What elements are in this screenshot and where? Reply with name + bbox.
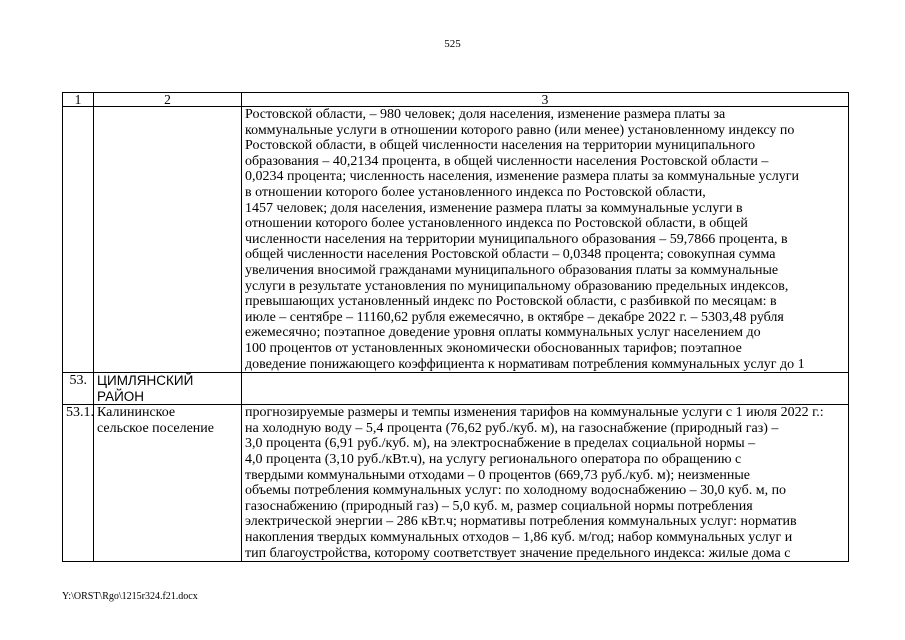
footer-file-path: Y:\ORST\Rgo\1215r324.f21.docx bbox=[62, 591, 198, 602]
text-line: твердыми коммунальными отходами – 0 процентов (669,73 руб./куб. м); неизменные bbox=[245, 467, 750, 483]
row-text-cell bbox=[242, 107, 849, 373]
settlement-name bbox=[94, 405, 242, 562]
settlement-text-cell bbox=[242, 405, 849, 562]
text-line: прогнозируемые размеры и темпы изменения тарифов на коммунальные услуги с 1 июля 2022 г.: bbox=[245, 405, 824, 421]
district-number: 53. bbox=[63, 373, 94, 405]
text-line: Ростовской области, – 980 человек; доля населения, изменение размера платы за bbox=[245, 107, 726, 122]
document-table bbox=[62, 92, 849, 562]
text-line: на холодную воду – 5,4 процента (76,62 руб./куб. м), на газоснабжение (природный газ) – bbox=[245, 420, 779, 436]
header-col-3: 3 bbox=[242, 93, 849, 107]
text-line: 4,0 процента (3,10 руб./кВт.ч), на услугу регионального оператора по обращению с bbox=[245, 452, 742, 468]
text-line: тип благоустройства, которому соответствует значение предельного индекса: жилые дома с bbox=[245, 545, 791, 561]
district-name bbox=[94, 373, 242, 405]
text-line: накопления твердых коммунальных отходов – 1,86 куб. м/год; набор коммунальных услуг и bbox=[245, 530, 793, 546]
settlement-name-line: Калининское bbox=[97, 405, 176, 421]
text-line: услуги в результате установления по муниципальному образованию предельных индексов, bbox=[245, 278, 789, 294]
district-name-line: РАЙОН bbox=[97, 388, 145, 404]
text-line: отношении которого более установленного индекса по Ростовской области, в общей bbox=[245, 216, 748, 232]
header-col-2: 2 bbox=[94, 93, 242, 107]
text-line: в отношении которого более установленного индекса по Ростовской области, bbox=[245, 184, 706, 200]
text-line: увеличения вносимой гражданами муниципального образования платы за коммунальные bbox=[245, 262, 779, 278]
text-line: электрической энергии – 286 кВт.ч; нормативы потребления коммунальных услуг: норматив bbox=[245, 514, 797, 530]
text-line: 0,0234 процента; численность населения, изменение размера платы за коммунальные услуги bbox=[245, 169, 800, 185]
text-line: 100 процентов от установленных экономически обоснованных тарифов; поэтапное bbox=[245, 340, 742, 356]
district-text-cell bbox=[242, 373, 849, 405]
table-row-continuation bbox=[63, 107, 849, 373]
row-name-cell bbox=[94, 107, 242, 373]
table-row-settlement bbox=[63, 405, 849, 562]
row-number-cell bbox=[63, 107, 94, 373]
text-line: численности населения на территории муниципального образования – 59,7866 процента, в bbox=[245, 231, 788, 247]
text-line: превышающих установленный индекс по Ростовской области, с разбивкой по месяцам: в bbox=[245, 294, 777, 310]
text-line: ежемесячно; поэтапное доведение уровня оплаты коммунальных услуг населением до bbox=[245, 325, 761, 341]
table-row-district bbox=[63, 373, 849, 405]
text-line: газоснабжению (природный газ) – 5,0 куб. м, размер социальной нормы потребления bbox=[245, 498, 753, 514]
table-header-row bbox=[63, 93, 849, 107]
header-col-1: 1 bbox=[63, 93, 94, 107]
text-line: 1457 человек; доля населения, изменение размера платы за коммунальные услуги в bbox=[245, 200, 743, 216]
text-line: июле – сентябре – 11160,62 рубля ежемесячно, в октябре – декабре 2022 г. – 5303,48 рубля bbox=[245, 309, 784, 325]
settlement-number: 53.1. bbox=[63, 405, 94, 562]
settlement-name-line: сельское поселение bbox=[97, 420, 214, 436]
text-line: образования – 40,2134 процента, в общей численности населения Ростовской области – bbox=[245, 153, 769, 169]
text-line: доведение понижающего коэффициента к нормативам потребления коммунальных услуг до 1 bbox=[245, 356, 805, 372]
text-line: 3,0 процента (6,91 руб./куб. м), на электроснабжение в пределах социальной нормы – bbox=[245, 436, 756, 452]
text-line: общей численности населения Ростовской области – 0,0348 процента; совокупная сумма bbox=[245, 247, 776, 263]
text-line: коммунальные услуги в отношении которого равно (или менее) установленному индексу по bbox=[245, 122, 795, 138]
text-line: объемы потребления коммунальных услуг: по холодному водоснабжению – 30,0 куб. м, по bbox=[245, 483, 787, 499]
page-number: 525 bbox=[444, 38, 461, 50]
district-name-line: ЦИМЛЯНСКИЙ bbox=[97, 373, 194, 389]
text-line: Ростовской области, в общей численности населения на территории муниципального bbox=[245, 138, 756, 154]
